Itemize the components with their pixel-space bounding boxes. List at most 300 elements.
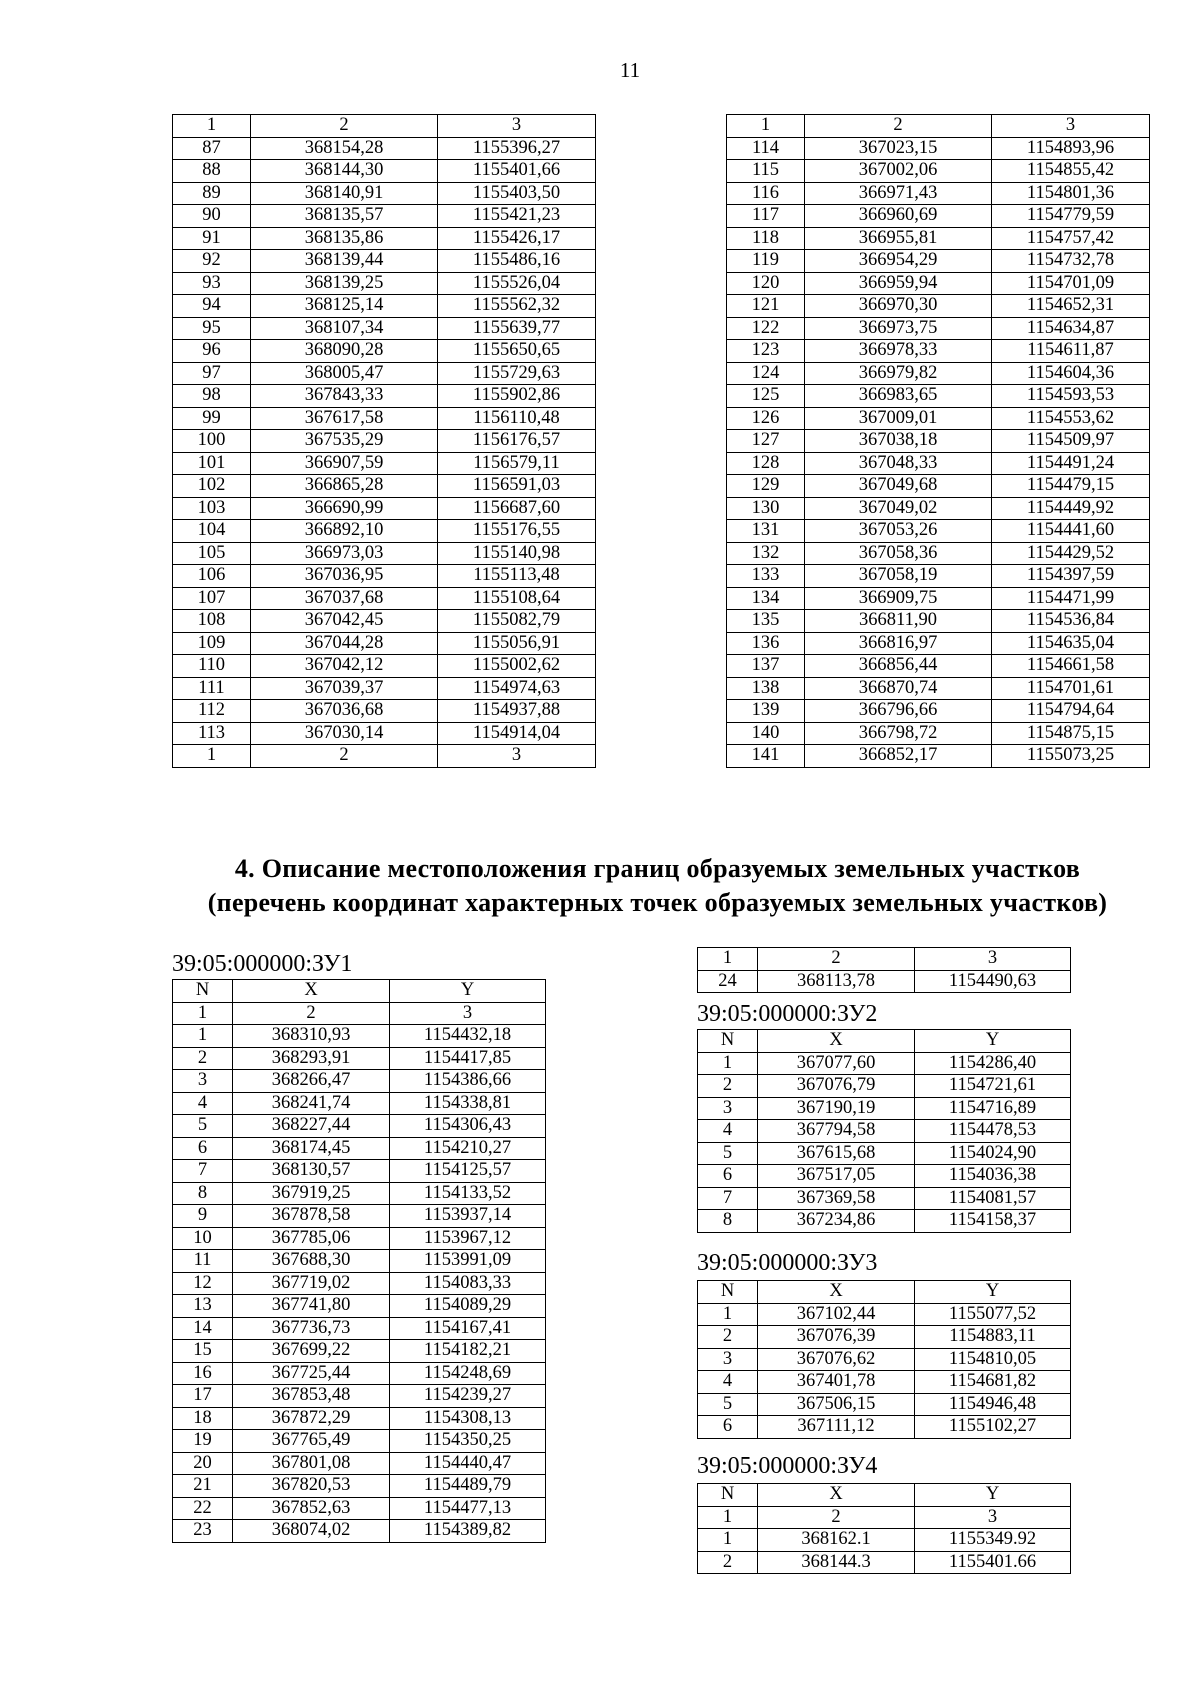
table-row: [173, 182, 596, 205]
table-cell: 367719,02: [233, 1272, 390, 1295]
table-cell: 367036,68: [251, 700, 438, 723]
table-cell: 14: [173, 1317, 233, 1340]
table-cell: 131: [727, 520, 805, 543]
table-body: [727, 137, 1150, 767]
table-cell: 1155401,66: [438, 160, 596, 183]
parcel-label-zu1: 39:05:000000:ЗУ1: [172, 951, 353, 977]
table-cell: 109: [173, 632, 251, 655]
table-cell: 112: [173, 700, 251, 723]
table-row: [173, 1497, 546, 1520]
table-cell: 368144.3: [758, 1551, 915, 1574]
table-cell: 366960,69: [805, 205, 992, 228]
table-row: [173, 1430, 546, 1453]
table-cell: 368310,93: [233, 1025, 390, 1048]
table-cell: 368162.1: [758, 1529, 915, 1552]
table-cell: 1155902,86: [438, 385, 596, 408]
table-row: [698, 1326, 1071, 1349]
header-row: [698, 1484, 1071, 1507]
table-row: [173, 1047, 546, 1070]
table-cell: 367617,58: [251, 407, 438, 430]
table-cell: 1154024,90: [915, 1142, 1071, 1165]
table-cell: 114: [727, 137, 805, 160]
table-cell: 1154536,84: [992, 610, 1150, 633]
table-cell: 116: [727, 182, 805, 205]
table-cell: 22: [173, 1497, 233, 1520]
table-cell: 1: [698, 1052, 758, 1075]
table-cell: 1155108,64: [438, 587, 596, 610]
table-cell: 1154732,78: [992, 250, 1150, 273]
table-cell: 1154593,53: [992, 385, 1150, 408]
table-row: [698, 1165, 1071, 1188]
table-row: [173, 160, 596, 183]
table-cell: 1: [698, 1529, 758, 1552]
table-row: [173, 700, 596, 723]
table-row: [698, 1303, 1071, 1326]
coords-table-top-right: [726, 114, 1150, 768]
table-cell: 2: [251, 745, 438, 768]
table-cell: 123: [727, 340, 805, 363]
table-row: [727, 362, 1150, 385]
table-cell: 125: [727, 385, 805, 408]
table-cell: 3: [992, 115, 1150, 138]
header-row: [698, 948, 1071, 971]
table-row: [173, 250, 596, 273]
table-cell: 1154248,69: [390, 1362, 546, 1385]
table-cell: 367111,12: [758, 1416, 915, 1439]
table-row: [173, 1137, 546, 1160]
table-row: [727, 610, 1150, 633]
table-cell: 367843,33: [251, 385, 438, 408]
table-cell: 1154604,36: [992, 362, 1150, 385]
table-cell: 1154350,25: [390, 1430, 546, 1453]
table-body: [173, 137, 596, 767]
table-cell: 1154634,87: [992, 317, 1150, 340]
table-row: [173, 565, 596, 588]
table-cell: 1154974,63: [438, 677, 596, 700]
table-cell: 1154553,62: [992, 407, 1150, 430]
table-cell: 368130,57: [233, 1160, 390, 1183]
table-cell: 367077,60: [758, 1052, 915, 1075]
table-cell: 9: [173, 1205, 233, 1228]
table-cell: 367042,12: [251, 655, 438, 678]
table-cell: 366971,43: [805, 182, 992, 205]
table-cell: 1155176,55: [438, 520, 596, 543]
table-cell: N: [698, 1030, 758, 1053]
table-cell: 115: [727, 160, 805, 183]
table-cell: 135: [727, 610, 805, 633]
table-row: [727, 475, 1150, 498]
table-cell: 1154125,57: [390, 1160, 546, 1183]
table-cell: 1: [173, 1025, 233, 1048]
table-cell: 1155486,16: [438, 250, 596, 273]
table-header: [173, 115, 596, 138]
table-body: [698, 1506, 1071, 1574]
table-cell: 1154306,43: [390, 1115, 546, 1138]
table-cell: 366811,90: [805, 610, 992, 633]
table-row: [173, 1250, 546, 1273]
header-row: [698, 1281, 1071, 1304]
table-cell: 367506,15: [758, 1393, 915, 1416]
section-subtitle: (перечень координат характерных точек образуемых земельных участков): [207, 888, 1108, 917]
table-cell: 19: [173, 1430, 233, 1453]
parcel-table-zu2: [697, 1029, 1071, 1233]
table-cell: 368135,57: [251, 205, 438, 228]
table-cell: 1154716,89: [915, 1097, 1071, 1120]
table-cell: 367872,29: [233, 1407, 390, 1430]
table-cell: 1154308,13: [390, 1407, 546, 1430]
table-cell: 367615,68: [758, 1142, 915, 1165]
table-cell: 1: [173, 745, 251, 768]
parcel-label-zu4: 39:05:000000:ЗУ4: [697, 1453, 878, 1479]
header-row: [698, 1030, 1071, 1053]
table-cell: 106: [173, 565, 251, 588]
table-cell: 366959,94: [805, 272, 992, 295]
table-cell: 367878,58: [233, 1205, 390, 1228]
table-cell: 1155396,27: [438, 137, 596, 160]
table-cell: 3: [915, 948, 1071, 971]
table-cell: 5: [173, 1115, 233, 1138]
table-row: [727, 497, 1150, 520]
table-header: [727, 115, 1150, 138]
table-row: [173, 610, 596, 633]
table-row: [173, 1182, 546, 1205]
table-row: [698, 1416, 1071, 1439]
table-cell: 367919,25: [233, 1182, 390, 1205]
table-cell: 1154701,61: [992, 677, 1150, 700]
parcel-table-zu4: [697, 1483, 1071, 1574]
table-row: [173, 407, 596, 430]
table-row: [173, 745, 596, 768]
table-row: [727, 340, 1150, 363]
table-cell: 1154089,29: [390, 1295, 546, 1318]
table-row: [173, 722, 596, 745]
table-cell: 6: [173, 1137, 233, 1160]
table-cell: 1154937,88: [438, 700, 596, 723]
table-cell: 13: [173, 1295, 233, 1318]
table-row: [698, 1348, 1071, 1371]
table-cell: 3: [915, 1506, 1071, 1529]
table-cell: 366973,03: [251, 542, 438, 565]
parcel-label-zu2: 39:05:000000:ЗУ2: [697, 1001, 878, 1027]
table-cell: 8: [698, 1210, 758, 1233]
table-cell: 367794,58: [758, 1120, 915, 1143]
table-row: [173, 497, 596, 520]
table-row: [727, 295, 1150, 318]
table-row: [727, 250, 1150, 273]
table-cell: 1154946,48: [915, 1393, 1071, 1416]
column-number-row: [173, 1002, 546, 1025]
table-cell: 367852,63: [233, 1497, 390, 1520]
table-cell: 366856,44: [805, 655, 992, 678]
table-cell: 1154701,09: [992, 272, 1150, 295]
table-cell: 2: [698, 1326, 758, 1349]
table-cell: 1156579,11: [438, 452, 596, 475]
table-cell: 1154794,64: [992, 700, 1150, 723]
table-row: [173, 452, 596, 475]
table-cell: 367234,86: [758, 1210, 915, 1233]
table-cell: 102: [173, 475, 251, 498]
coords-table-top-left: [172, 114, 596, 768]
table-cell: 367009,01: [805, 407, 992, 430]
table-row: [173, 1407, 546, 1430]
table-row: [173, 655, 596, 678]
table-cell: 1: [698, 1506, 758, 1529]
table-cell: 367535,29: [251, 430, 438, 453]
table-row: [173, 137, 596, 160]
table-cell: 1154397,59: [992, 565, 1150, 588]
table-cell: 366970,30: [805, 295, 992, 318]
table-cell: 1154810,05: [915, 1348, 1071, 1371]
table-cell: 1155650,65: [438, 340, 596, 363]
table-cell: 1154210,27: [390, 1137, 546, 1160]
table-row: [727, 272, 1150, 295]
table-cell: 93: [173, 272, 251, 295]
table-cell: 368005,47: [251, 362, 438, 385]
table-cell: X: [758, 1030, 915, 1053]
table-cell: X: [758, 1484, 915, 1507]
table-cell: 366955,81: [805, 227, 992, 250]
table-row: [173, 587, 596, 610]
table-cell: 124: [727, 362, 805, 385]
table-cell: 1154167,41: [390, 1317, 546, 1340]
table-row: [698, 1210, 1071, 1233]
table-cell: Y: [390, 980, 546, 1003]
table-cell: 1155073,25: [992, 745, 1150, 768]
table-row: [698, 1371, 1071, 1394]
table-cell: 105: [173, 542, 251, 565]
table-row: [173, 1025, 546, 1048]
table-cell: 110: [173, 655, 251, 678]
table-cell: Y: [915, 1484, 1071, 1507]
table-cell: 1154490,63: [915, 970, 1071, 993]
table-cell: 366690,99: [251, 497, 438, 520]
table-cell: 6: [698, 1165, 758, 1188]
table-row: [727, 227, 1150, 250]
table-cell: 1154440,47: [390, 1452, 546, 1475]
table-row: [173, 1272, 546, 1295]
table-cell: Y: [915, 1030, 1071, 1053]
table-cell: 4: [173, 1092, 233, 1115]
table-cell: 367058,36: [805, 542, 992, 565]
table-cell: 367736,73: [233, 1317, 390, 1340]
table-cell: 366852,17: [805, 745, 992, 768]
table-cell: 1154855,42: [992, 160, 1150, 183]
table-cell: 1154429,52: [992, 542, 1150, 565]
table-cell: 1154471,99: [992, 587, 1150, 610]
table-row: [173, 1227, 546, 1250]
table-header: [698, 948, 1071, 971]
table-cell: 1154883,11: [915, 1326, 1071, 1349]
table-row: [173, 205, 596, 228]
table-cell: 1153967,12: [390, 1227, 546, 1250]
table-row: [727, 160, 1150, 183]
table-cell: 368241,74: [233, 1092, 390, 1115]
table-cell: 1154875,15: [992, 722, 1150, 745]
table-body: [698, 970, 1071, 993]
table-cell: 101: [173, 452, 251, 475]
table-row: [727, 587, 1150, 610]
table-row: [173, 1317, 546, 1340]
table-cell: 367053,26: [805, 520, 992, 543]
table-row: [698, 1052, 1071, 1075]
table-cell: 1155729,63: [438, 362, 596, 385]
table-cell: 1154036,38: [915, 1165, 1071, 1188]
table-cell: 366907,59: [251, 452, 438, 475]
table-cell: 2: [805, 115, 992, 138]
table-cell: 1154449,92: [992, 497, 1150, 520]
table-cell: 1155562,32: [438, 295, 596, 318]
table-cell: 17: [173, 1385, 233, 1408]
table-cell: 108: [173, 610, 251, 633]
table-cell: 367688,30: [233, 1250, 390, 1273]
table-cell: 7: [173, 1160, 233, 1183]
table-row: [173, 1295, 546, 1318]
table-cell: 1153937,14: [390, 1205, 546, 1228]
table-cell: 3: [438, 745, 596, 768]
table-cell: 99: [173, 407, 251, 430]
table-cell: 104: [173, 520, 251, 543]
table-cell: 3: [438, 115, 596, 138]
table-cell: 1155639,77: [438, 317, 596, 340]
table-cell: 368135,86: [251, 227, 438, 250]
table-row: [727, 205, 1150, 228]
section-title: 4. Описание местоположения границ образуемых земельных участков: [234, 854, 1081, 883]
table-cell: 89: [173, 182, 251, 205]
table-cell: 366979,82: [805, 362, 992, 385]
page-number: 11: [619, 58, 641, 82]
table-cell: 10: [173, 1227, 233, 1250]
table-cell: 18: [173, 1407, 233, 1430]
table-cell: 103: [173, 497, 251, 520]
table-cell: 367023,15: [805, 137, 992, 160]
table-cell: 367725,44: [233, 1362, 390, 1385]
table-cell: 1154914,04: [438, 722, 596, 745]
table-cell: 1154661,58: [992, 655, 1150, 678]
table-row: [173, 1115, 546, 1138]
table-cell: 21: [173, 1475, 233, 1498]
table-header: [173, 980, 546, 1003]
table-cell: 367038,18: [805, 430, 992, 453]
column-number-row: [698, 1506, 1071, 1529]
table-cell: 5: [698, 1142, 758, 1165]
table-cell: 98: [173, 385, 251, 408]
table-body: [173, 1002, 546, 1542]
table-row: [173, 1385, 546, 1408]
table-row: [173, 475, 596, 498]
table-row: [173, 1475, 546, 1498]
table-cell: 1154182,21: [390, 1340, 546, 1363]
table-cell: 1154338,81: [390, 1092, 546, 1115]
table-cell: 1155349.92: [915, 1529, 1071, 1552]
table-row: [727, 430, 1150, 453]
table-cell: 1: [698, 948, 758, 971]
table-row: [727, 745, 1150, 768]
table-cell: 366909,75: [805, 587, 992, 610]
table-row: [173, 1160, 546, 1183]
table-cell: 366870,74: [805, 677, 992, 700]
table-row: [173, 1070, 546, 1093]
table-cell: 95: [173, 317, 251, 340]
table-cell: 4: [698, 1120, 758, 1143]
table-row: [698, 1529, 1071, 1552]
table-cell: 113: [173, 722, 251, 745]
table-cell: 7: [698, 1187, 758, 1210]
table-cell: 1155082,79: [438, 610, 596, 633]
header-row: [173, 115, 596, 138]
table-cell: 122: [727, 317, 805, 340]
table-row: [727, 407, 1150, 430]
table-cell: 1155113,48: [438, 565, 596, 588]
table-cell: 1153991,09: [390, 1250, 546, 1273]
table-cell: 367037,68: [251, 587, 438, 610]
table-cell: 1154893,96: [992, 137, 1150, 160]
table-row: [173, 677, 596, 700]
table-cell: 2: [758, 1506, 915, 1529]
table-row: [698, 1097, 1071, 1120]
table-cell: 2: [251, 115, 438, 138]
table-cell: 2: [698, 1075, 758, 1098]
table-row: [173, 272, 596, 295]
table-cell: 1154432,18: [390, 1025, 546, 1048]
table-cell: 1: [173, 115, 251, 138]
table-cell: 368139,25: [251, 272, 438, 295]
table-cell: 100: [173, 430, 251, 453]
table-cell: 20: [173, 1452, 233, 1475]
table-row: [173, 317, 596, 340]
table-cell: 1155526,04: [438, 272, 596, 295]
table-cell: 4: [698, 1371, 758, 1394]
table-cell: 366954,29: [805, 250, 992, 273]
table-row: [173, 227, 596, 250]
table-row: [727, 182, 1150, 205]
table-row: [173, 295, 596, 318]
table-cell: 367042,45: [251, 610, 438, 633]
parcel-table-zu1: [172, 979, 546, 1543]
table-cell: 107: [173, 587, 251, 610]
table-cell: 368293,91: [233, 1047, 390, 1070]
table-cell: 137: [727, 655, 805, 678]
table-body: [698, 1052, 1071, 1232]
table-cell: 1: [173, 1002, 233, 1025]
table-cell: 1155102,27: [915, 1416, 1071, 1439]
table-cell: 94: [173, 295, 251, 318]
table-cell: 3: [173, 1070, 233, 1093]
table-cell: 3: [698, 1348, 758, 1371]
table-cell: 3: [698, 1097, 758, 1120]
table-cell: 367765,49: [233, 1430, 390, 1453]
table-cell: 368139,44: [251, 250, 438, 273]
table-cell: 23: [173, 1520, 233, 1543]
table-cell: 1154757,42: [992, 227, 1150, 250]
table-row: [173, 1452, 546, 1475]
table-cell: 91: [173, 227, 251, 250]
table-cell: 1154721,61: [915, 1075, 1071, 1098]
table-cell: 367049,02: [805, 497, 992, 520]
table-cell: 367039,37: [251, 677, 438, 700]
table-cell: 367058,19: [805, 565, 992, 588]
table-cell: 367049,68: [805, 475, 992, 498]
table-cell: 367401,78: [758, 1371, 915, 1394]
table-cell: 367820,53: [233, 1475, 390, 1498]
table-cell: 97: [173, 362, 251, 385]
table-cell: 1155056,91: [438, 632, 596, 655]
table-cell: 133: [727, 565, 805, 588]
table-cell: 92: [173, 250, 251, 273]
table-cell: 12: [173, 1272, 233, 1295]
table-cell: 1154417,85: [390, 1047, 546, 1070]
table-row: [173, 340, 596, 363]
table-cell: 119: [727, 250, 805, 273]
